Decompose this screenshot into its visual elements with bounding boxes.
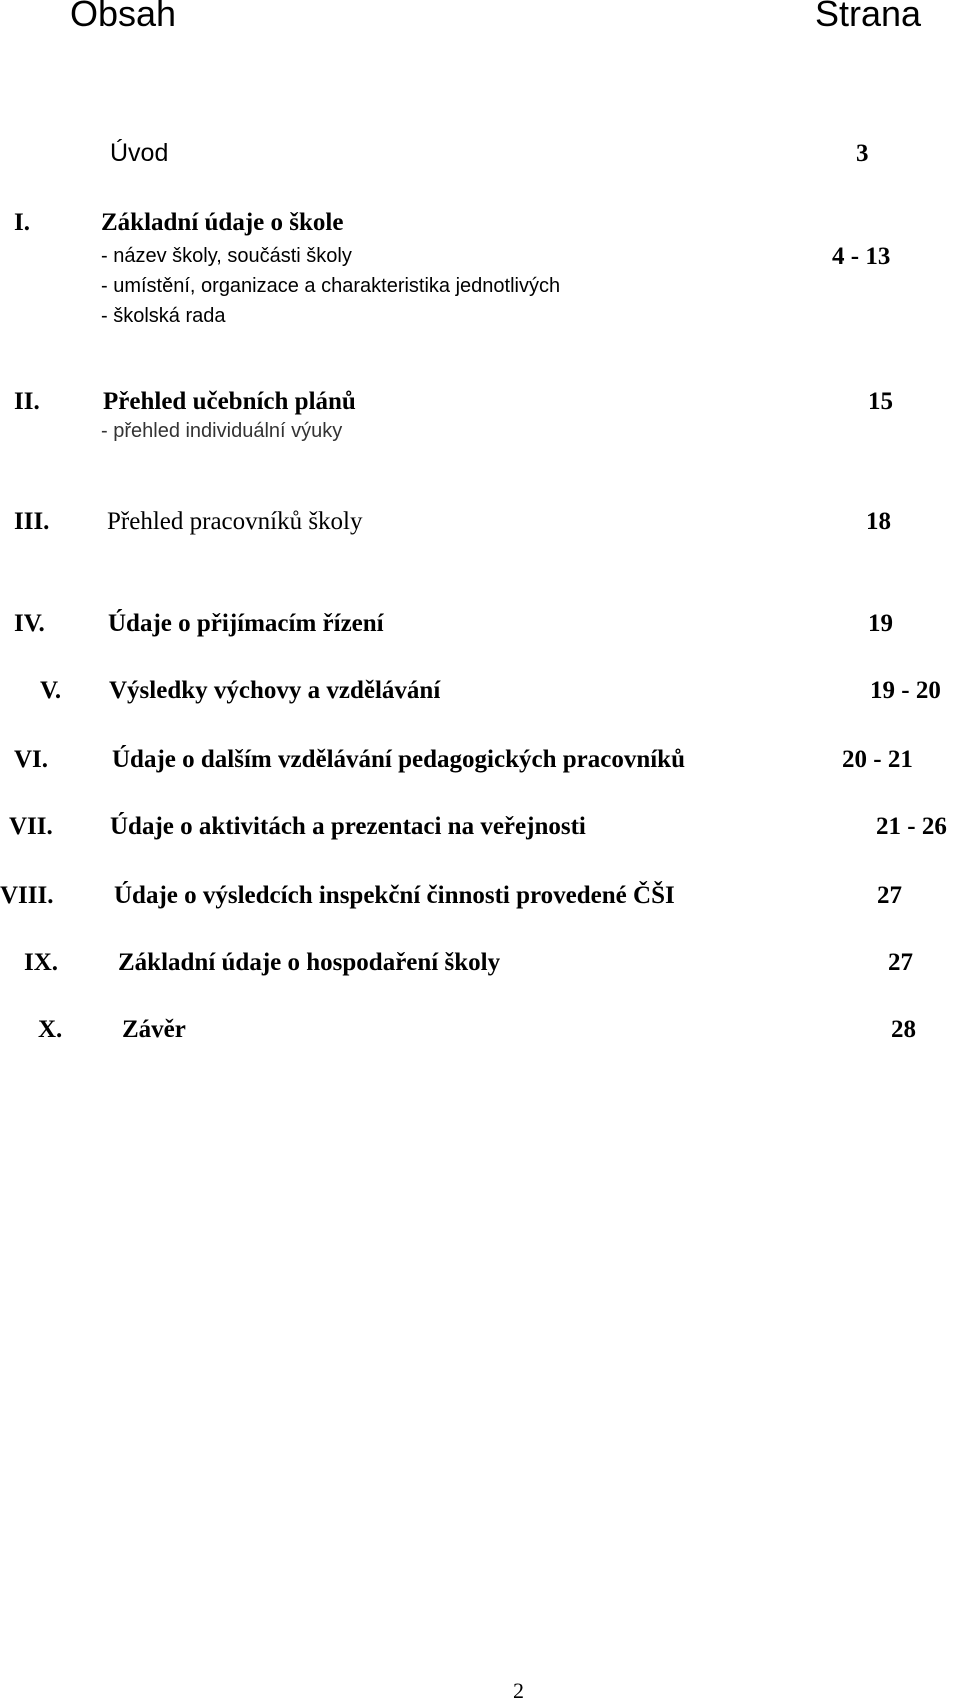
section-3-title: Přehled pracovníků školy bbox=[107, 508, 363, 535]
section-10-page: 28 bbox=[891, 1016, 916, 1043]
section-1-title: Základní údaje o škole bbox=[101, 209, 344, 236]
section-1-subitem-2: - umístění, organizace a charakteristika jednotlivých bbox=[101, 275, 561, 297]
section-5-page: 19 - 20 bbox=[870, 677, 941, 704]
section-9-title: Základní údaje o hospodaření školy bbox=[118, 949, 501, 976]
section-3-numeral: III. bbox=[14, 508, 50, 535]
section-8-title: Údaje o výsledcích inspekční činnosti provedené ČŠI bbox=[114, 882, 675, 909]
section-2-page: 15 bbox=[868, 388, 893, 415]
section-5-title: Výsledky výchovy a vzdělávání bbox=[109, 677, 441, 704]
section-4-numeral: IV. bbox=[14, 610, 45, 637]
section-6-title: Údaje o dalším vzdělávání pedagogických pracovníků bbox=[112, 746, 685, 773]
section-8-page: 27 bbox=[877, 882, 902, 909]
intro-page: 3 bbox=[856, 140, 869, 167]
section-1-subitem-1: - název školy, součásti školy bbox=[101, 245, 352, 267]
section-7-numeral: VII. bbox=[9, 813, 53, 840]
section-1-subitem-3: - školská rada bbox=[101, 305, 226, 327]
section-6-page: 20 - 21 bbox=[842, 746, 913, 773]
section-1-numeral: I. bbox=[14, 209, 30, 236]
section-2-title: Přehled učebních plánů bbox=[103, 388, 356, 415]
section-9-page: 27 bbox=[888, 949, 913, 976]
page-column-heading: Strana bbox=[815, 0, 922, 34]
section-7-title: Údaje o aktivitách a prezentaci na veřejnosti bbox=[110, 813, 586, 840]
section-5-numeral: V. bbox=[40, 677, 62, 704]
section-6-numeral: VI. bbox=[14, 746, 49, 773]
section-8-numeral: VIII. bbox=[0, 882, 54, 909]
section-2-subitem-1: - přehled individuální výuky bbox=[101, 420, 343, 442]
section-1-page: 4 - 13 bbox=[832, 243, 891, 270]
contents-heading: Obsah bbox=[70, 0, 177, 34]
section-4-page: 19 bbox=[868, 610, 893, 637]
section-10-numeral: X. bbox=[38, 1016, 63, 1043]
section-4-title: Údaje o přijímacím řízení bbox=[108, 610, 384, 637]
section-3-page: 18 bbox=[866, 508, 891, 535]
page-number: 2 bbox=[513, 1678, 524, 1703]
section-9-numeral: IX. bbox=[24, 949, 59, 976]
section-2-numeral: II. bbox=[14, 388, 40, 415]
section-10-title: Závěr bbox=[122, 1016, 186, 1043]
intro-label: Úvod bbox=[110, 139, 169, 167]
section-7-page: 21 - 26 bbox=[876, 813, 947, 840]
